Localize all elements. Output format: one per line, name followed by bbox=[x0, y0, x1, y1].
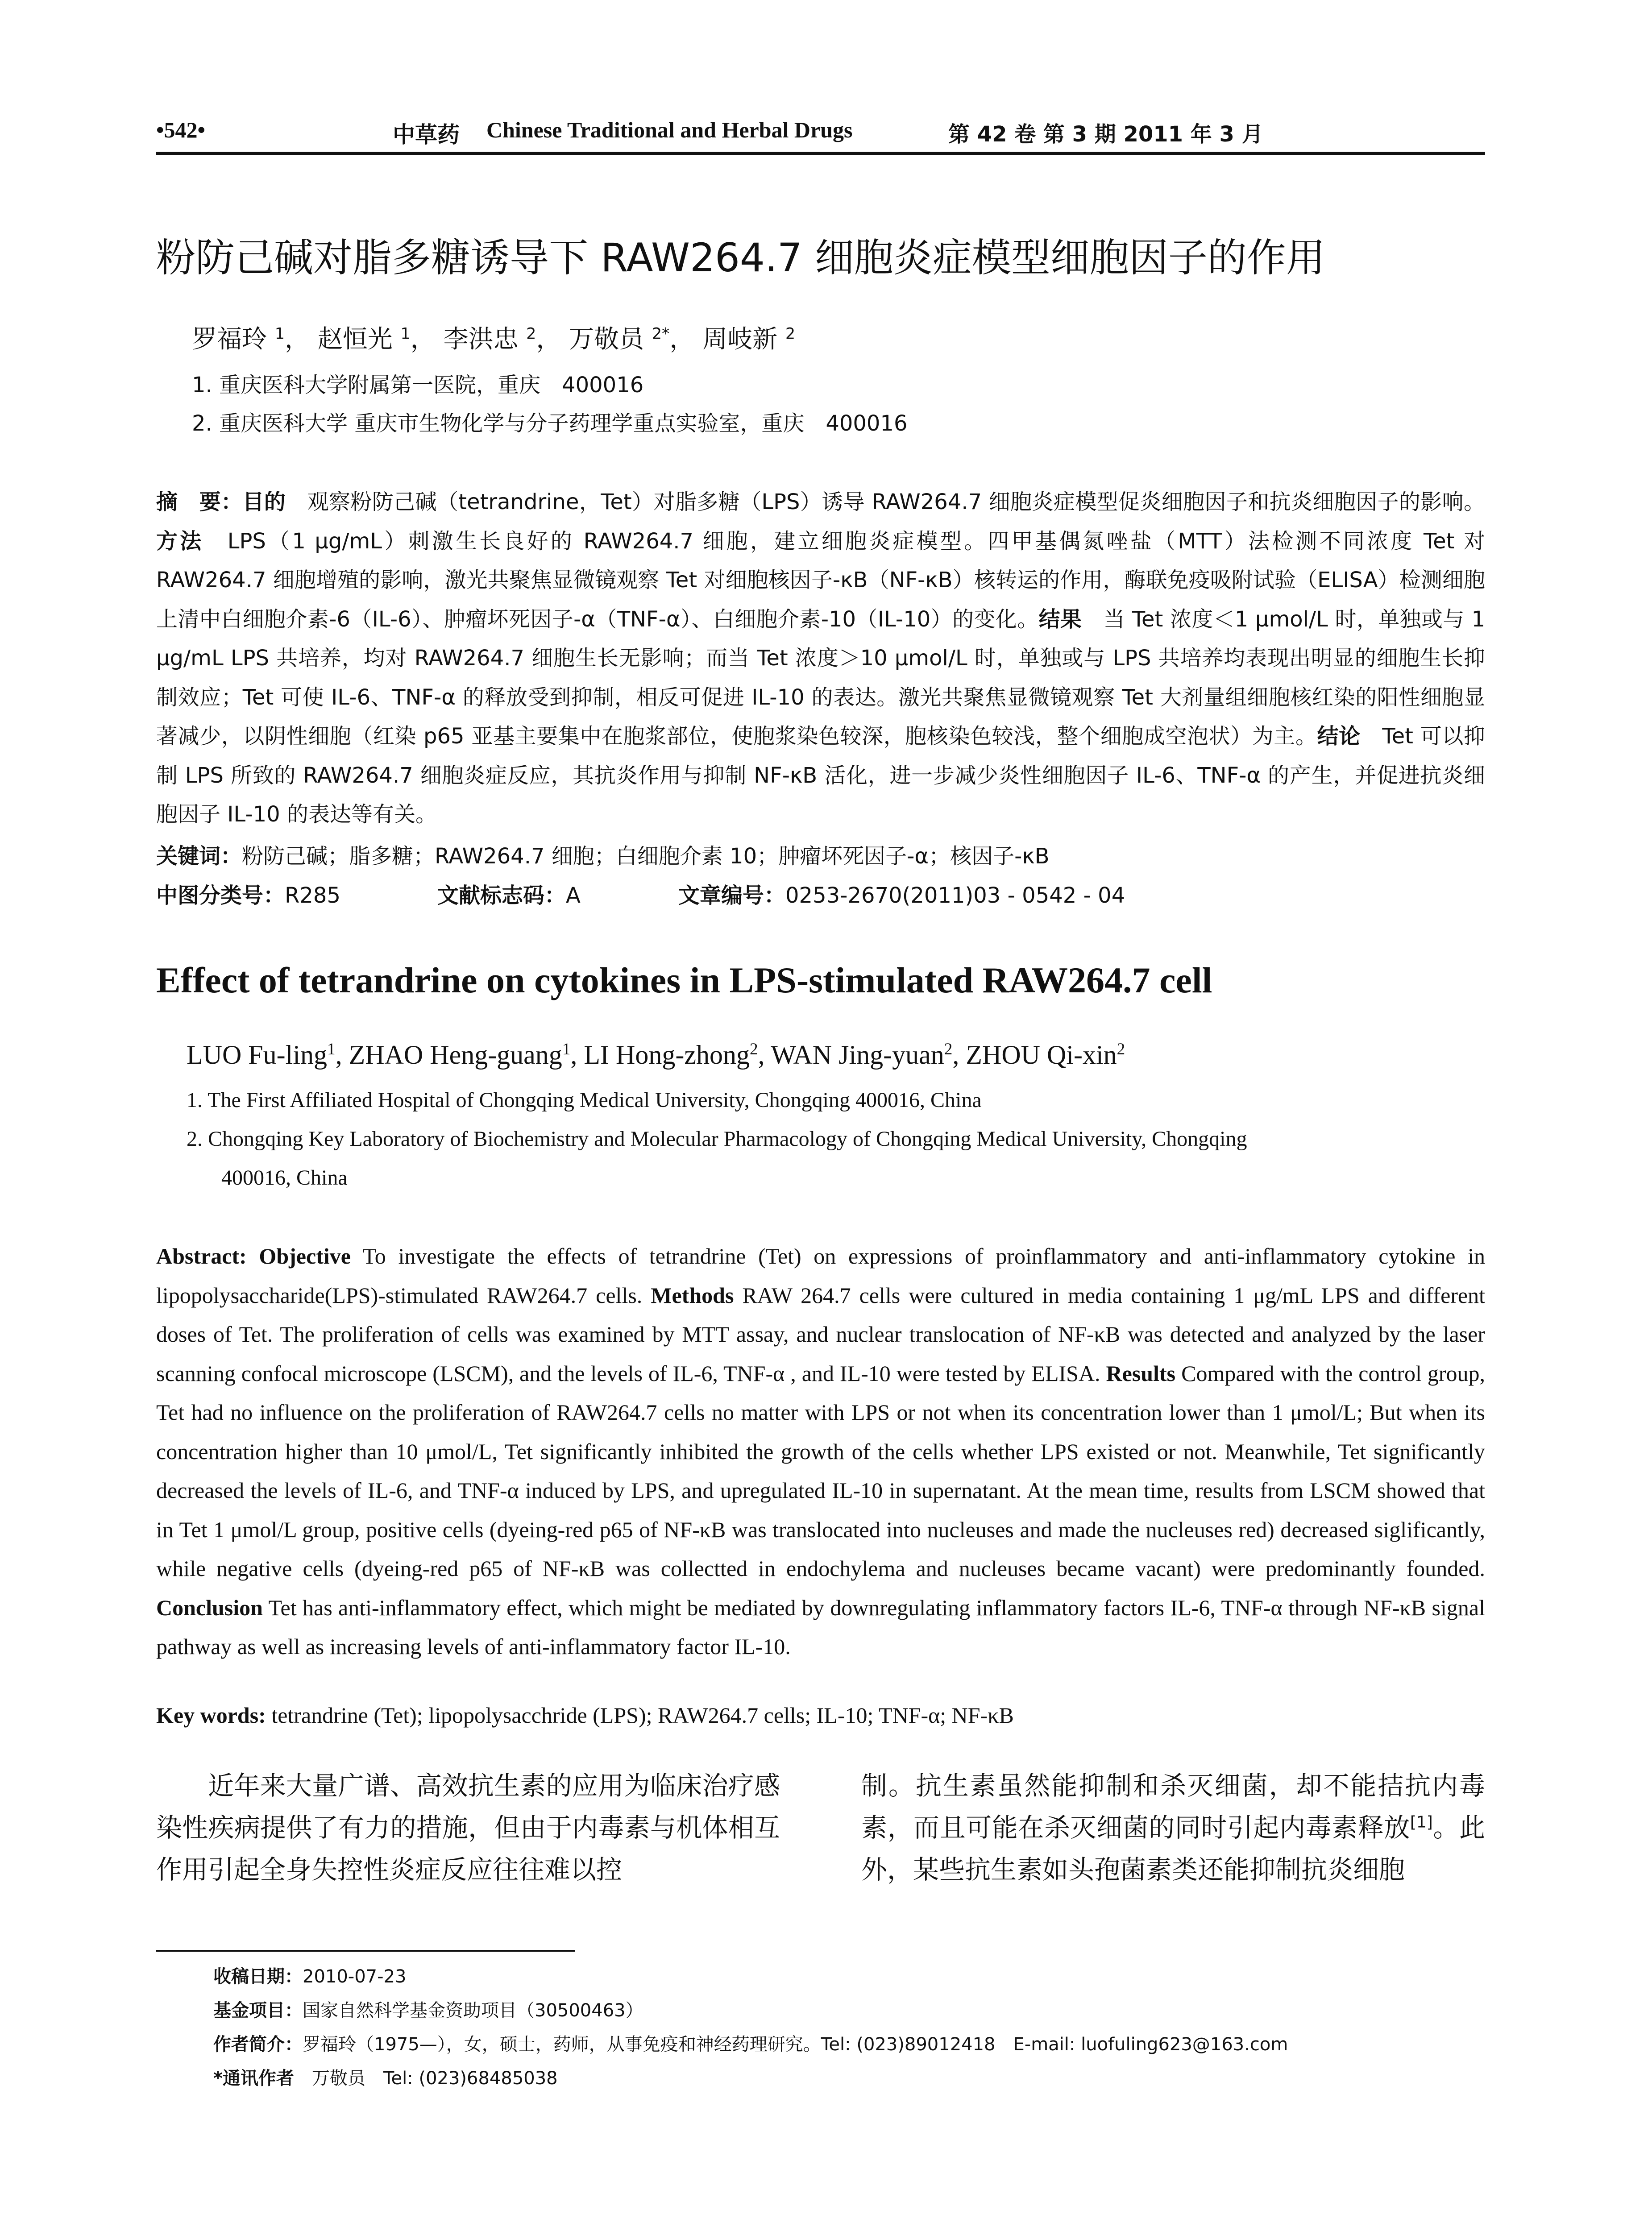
header-rule bbox=[156, 152, 1485, 155]
article-no-line bbox=[678, 878, 1125, 909]
author-list-en: LUO Fu-ling$^1$, ZHAO Heng-guang$^1$, LI Hong-zhong$^2$, WAN Jing-yuan$^2$, ZHOU Qi-xin$^2$ bbox=[187, 1040, 1125, 1070]
abstract-label-cn: 摘 要： bbox=[156, 489, 243, 514]
doc-code-label: 文献标志码： bbox=[437, 883, 566, 908]
author-affil-sup: 2* bbox=[652, 325, 670, 343]
keywords-text-en: tetrandrine (Tet); lipopolysacchride (LPS); RAW264.7 cells; IL-10; TNF-α; NF-κB bbox=[266, 1703, 1014, 1728]
bio-value: 罗福玲（1975—），女，硕士，药师，从事免疫和神经药理研究。Tel: (023)89012418 E-mail: luofuling623@163.com bbox=[303, 2034, 1288, 2055]
conclusion-text-cn: Tet 可以抑制 LPS 所致的 RAW264.7 细胞炎症反应，其抗炎作用与抑制 NF-κB 活化，进一步减少炎性细胞因子 IL-6、TNF-α 的产生，并促进抗炎细胞因子 IL-10 的表达等有关。 bbox=[156, 724, 1485, 827]
author-cn: 罗福玲 bbox=[192, 325, 267, 354]
received-value: 2010-07-23 bbox=[303, 1966, 407, 1987]
author-affil-sup: 1 bbox=[400, 325, 411, 343]
footnote-received bbox=[213, 1962, 406, 1988]
author-en: LUO Fu-ling bbox=[187, 1040, 327, 1070]
objective-label-cn: 目的 bbox=[242, 489, 286, 514]
methods-label-cn: 方法 bbox=[156, 528, 204, 554]
author-affil-sup: 2 bbox=[785, 325, 796, 343]
clc-value: R285 bbox=[285, 883, 340, 908]
body-text: 制。抗生素虽然能抑制和杀灭细菌，却不能拮抗内毒素，而且可能在杀灭细菌的同时引起内毒素释放 bbox=[861, 1771, 1485, 1843]
abstract-en bbox=[156, 1237, 1485, 1667]
journal-name-en: Chinese Traditional and Herbal Drugs bbox=[486, 117, 853, 142]
methods-label-en: Methods bbox=[651, 1282, 734, 1308]
abstract-label-en: Abstract: bbox=[156, 1244, 247, 1269]
objective-label-en: Objective bbox=[259, 1244, 351, 1269]
author-affil-sup: 2 bbox=[526, 325, 536, 343]
author-cn: 周岐新 bbox=[702, 325, 778, 354]
author-en: WAN Jing-yuan bbox=[771, 1040, 944, 1070]
author-en: ZHAO Heng-guang bbox=[349, 1040, 562, 1070]
journal-issue: 第 42 卷 第 3 期 2011 年 3 月 bbox=[948, 122, 1263, 147]
author-cn: 赵恒光 bbox=[317, 325, 393, 354]
body-column-left: 近年来大量广谱、高效抗生素的应用为临床治疗感染性疾病提供了有力的措施，但由于内毒素与机体相互作用引起全身失控性炎症反应往往难以控 bbox=[156, 1771, 780, 1885]
body-text: 。此外，某些抗生素如头孢菌素类还能抑制抗炎细胞 bbox=[861, 1812, 1485, 1885]
affiliation-cn-1: 1. 重庆医科大学附属第一医院，重庆 400016 bbox=[192, 373, 644, 398]
bio-label: 作者简介： bbox=[213, 2034, 303, 2055]
results-label-cn: 结果 bbox=[1038, 606, 1082, 632]
results-text-cn: 当 Tet 浓度＜1 μmol/L 时，单独或与 1 μg/mL LPS 共培养，均对 RAW264.7 细胞生长无影响；而当 Tet 浓度＞10 μmol/L 时，单独或与 LPS 共培养均表现出明显的细胞生长抑制效应；Tet 可使 IL-6、TNF-α 的释放受到抑制，相反可促进 IL-10 的表达。激光共聚焦显微镜观察 Tet 大剂量组细胞核红染的阳性细胞显著减少，以阴性细胞（红染 p65 亚基主要集中在胞浆部位，使胞浆染色较深，胞核染色较浅，整个细胞成空泡状）为主。 bbox=[156, 606, 1485, 749]
body-column-right bbox=[861, 1765, 1485, 1891]
corr-value: 万敬员 Tel: (023)68485038 bbox=[311, 2068, 558, 2089]
article-title-cn: 粉防己碱对脂多糖诱导下 RAW264.7 细胞炎症模型细胞因子的作用 bbox=[156, 235, 1325, 281]
keywords-label-cn: 关键词： bbox=[156, 844, 242, 869]
fund-label: 基金项目： bbox=[213, 2000, 303, 2021]
journal-name-cn: 中草药 bbox=[393, 122, 460, 148]
author-en: ZHOU Qi-xin bbox=[966, 1040, 1117, 1070]
page-number: •542• bbox=[156, 117, 206, 142]
keywords-en bbox=[156, 1702, 1014, 1728]
doc-code-value: A bbox=[566, 883, 581, 908]
methods-text-cn: LPS（1 μg/mL）刺激生长良好的 RAW264.7 细胞，建立细胞炎症模型。四甲基偶氮唑盐（MTT）法检测不同浓度 Tet 对 RAW264.7 细胞增殖的影响，激光共聚焦显微镜观察 Tet 对细胞核因子-κB（NF-κB）核转运的作用，酶联免疫吸附试验（ELISA）检测细胞上清中白细胞介素-6（IL-6）、肿瘤坏死因子-α（TNF-α）、白细胞介素-10（IL-10）的变化。 bbox=[156, 528, 1485, 632]
affiliation-en-2-cont: 400016, China bbox=[221, 1166, 348, 1190]
citation-ref: [1] bbox=[1410, 1813, 1433, 1832]
keywords-label-en: Key words: bbox=[156, 1703, 266, 1728]
fund-value: 国家自然科学基金资助项目（30500463） bbox=[303, 2000, 643, 2021]
affiliation-cn-2: 2. 重庆医科大学 重庆市生物化学与分子药理学重点实验室，重庆 400016 bbox=[192, 411, 908, 436]
author-affil-sup: 2 bbox=[944, 1040, 953, 1058]
conclusion-text-en: Tet has anti-inflammatory effect, which might be mediated by downregulating inflammatory factors IL-6, TNF-α through NF-κB signal pathway as well as increasing levels of anti-inflammatory factor IL-10. bbox=[156, 1595, 1485, 1659]
article-no-label: 文章编号： bbox=[678, 883, 786, 908]
author-en: LI Hong-zhong bbox=[584, 1040, 750, 1070]
author-list-cn: 罗福玲 $^1$， 赵恒光 $^1$， 李洪忠 $^2$， 万敬员 $^{2*}$， 周岐新 $^2$ bbox=[192, 325, 796, 354]
corr-label: *通讯作者 bbox=[213, 2068, 312, 2089]
footnote-author-bio bbox=[213, 2030, 1288, 2056]
article-title-en: Effect of tetrandrine on cytokines in LPS-stimulated RAW264.7 cell bbox=[156, 960, 1212, 1000]
objective-text-cn: 观察粉防己碱（tetrandrine，Tet）对脂多糖（LPS）诱导 RAW264.7 细胞炎症模型促炎细胞因子和抗炎细胞因子的影响。 bbox=[286, 489, 1485, 514]
author-affil-sup: 1 bbox=[274, 325, 285, 343]
results-label-en: Results bbox=[1106, 1360, 1176, 1386]
methods-text-en: RAW 264.7 cells were cultured in media containing 1 μg/mL LPS and different doses of Tet. The proliferation of cells was examined by MTT assay, and nuclear translocation of NF-κB was detected and analyzed by the laser scanning confocal microscope (LSCM), and the levels of IL-6, TNF-α , and IL-10 were tested by ELISA. bbox=[156, 1282, 1486, 1386]
article-no-value: 0253-2670(2011)03 - 0542 - 04 bbox=[785, 883, 1125, 908]
affiliation-en-1: 1. The First Affiliated Hospital of Chongqing Medical University, Chongqing 400016, China bbox=[187, 1088, 982, 1112]
footnote-rule bbox=[156, 1950, 575, 1952]
keywords-cn bbox=[156, 839, 1050, 870]
author-cn: 李洪忠 bbox=[443, 325, 519, 354]
doc-code-line bbox=[437, 878, 581, 909]
clc-label: 中图分类号： bbox=[156, 883, 285, 908]
conclusion-label-cn: 结论 bbox=[1317, 724, 1361, 749]
conclusion-label-en: Conclusion bbox=[156, 1595, 263, 1620]
author-affil-sup: 2 bbox=[1117, 1040, 1125, 1058]
abstract-cn bbox=[156, 483, 1485, 834]
affiliation-en-2: 2. Chongqing Key Laboratory of Biochemistry and Molecular Pharmacology of Chongqing Medical University, Chongqing bbox=[187, 1127, 1247, 1151]
objective-text-en: To investigate the effects of tetrandrine (Tet) on expressions of proinflammatory and anti-inflammatory cytokine in lipopolysaccharide(LPS)-stimulated RAW264.7 cells. bbox=[156, 1244, 1485, 1308]
footnote-corresponding bbox=[213, 2064, 558, 2090]
author-affil-sup: 2 bbox=[749, 1040, 758, 1058]
keywords-text-cn: 粉防己碱；脂多糖；RAW264.7 细胞；白细胞介素 10；肿瘤坏死因子-α；核因子-κB bbox=[242, 844, 1050, 869]
classification-line bbox=[156, 878, 340, 909]
footnote-fund bbox=[213, 1996, 643, 2022]
results-text-en: Compared with the control group, Tet had no influence on the proliferation of RAW264.7 cells no matter with LPS or not when its concentration lower than 1 μmol/L; But when its concentration higher than 10 μmol/L, Tet significantly inhibited the growth of the cells whether LPS existed or not. Meanwhile, Tet significantly decreased the levels of IL-6, and TNF-α induced by LPS, and upregulated IL-10 in supernatant. At the mean time, results from LSCM showed that in Tet 1 μmol/L group, positive cells (dyeing-red p65 of NF-κB was translocated into nucleuses and made the nucleuses red) decreased siglificantly, while negative cells (dyeing-red p65 of NF-κB was collectted in endochylema and nucleuses became vacant) were predominantly founded. bbox=[156, 1360, 1486, 1581]
author-cn: 万敬员 bbox=[569, 325, 644, 354]
author-affil-sup: 1 bbox=[327, 1040, 336, 1058]
author-affil-sup: 1 bbox=[562, 1040, 571, 1058]
received-label: 收稿日期： bbox=[213, 1966, 303, 1987]
